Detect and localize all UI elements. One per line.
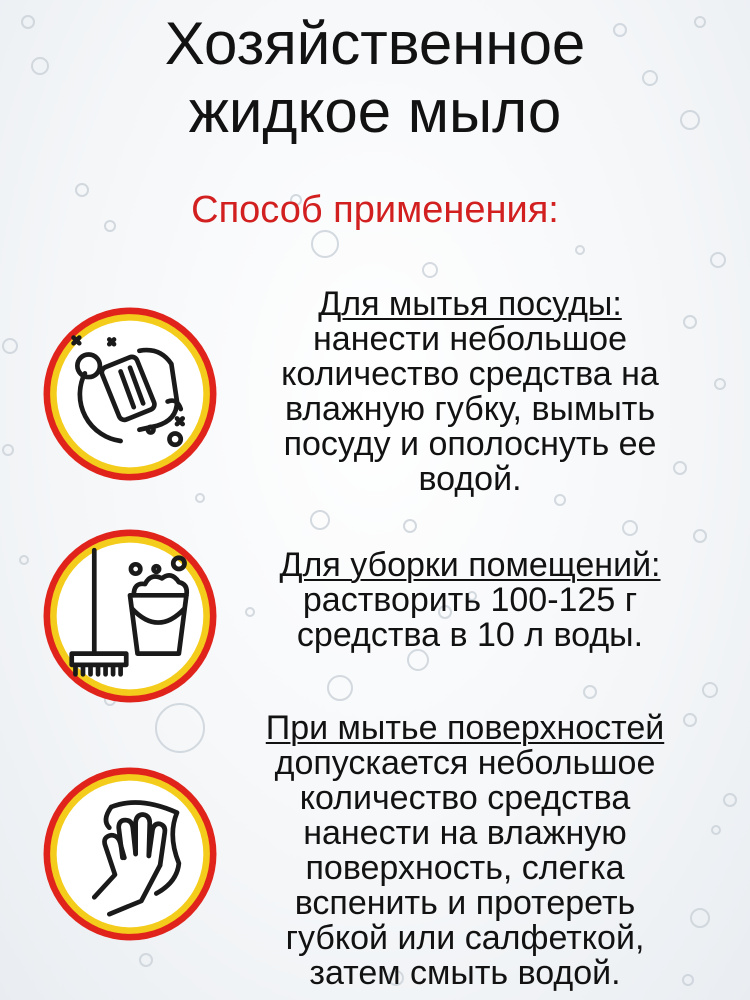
surfaces-line: затем смыть водой. — [309, 954, 621, 992]
glove-cloth-icon — [36, 760, 224, 948]
mop-bucket-icon — [36, 522, 224, 710]
page-title — [0, 10, 750, 146]
dishes-line: количество средства на — [281, 355, 659, 393]
surfaces-line: губкой или салфеткой, — [285, 919, 645, 957]
dishes-instruction — [220, 287, 720, 497]
surfaces-line: нанести на влажную — [303, 814, 627, 852]
surfaces-instruction — [200, 711, 730, 991]
dishes-line: посуду и ополоснуть ее — [283, 425, 657, 463]
usage-subtitle: Способ применения: — [191, 189, 559, 231]
surfaces-heading: При мытье поверхностей — [265, 709, 665, 747]
surfaces-line: вспенить и протереть — [294, 884, 636, 922]
dishes-line: влажную губку, вымыть — [284, 390, 656, 428]
cleaning-instruction — [220, 548, 720, 653]
dish-washing-icon — [36, 300, 224, 488]
title-line-1: Хозяйственное — [164, 10, 586, 77]
surfaces-line: допускается небольшое — [274, 744, 656, 782]
cleaning-line: растворить 100-125 г — [302, 581, 638, 619]
cleaning-line: средства в 10 л воды. — [296, 616, 644, 654]
surfaces-line: поверхность, слегка — [305, 849, 625, 887]
dishes-line: нанести небольшое — [313, 320, 627, 358]
dishes-heading: Для мытья посуды: — [318, 285, 622, 323]
surfaces-line: количество средства — [299, 779, 631, 817]
title-line-2: жидкое мыло — [188, 78, 562, 145]
dishes-line: водой. — [418, 460, 522, 498]
cleaning-heading: Для уборки помещений: — [279, 546, 661, 584]
